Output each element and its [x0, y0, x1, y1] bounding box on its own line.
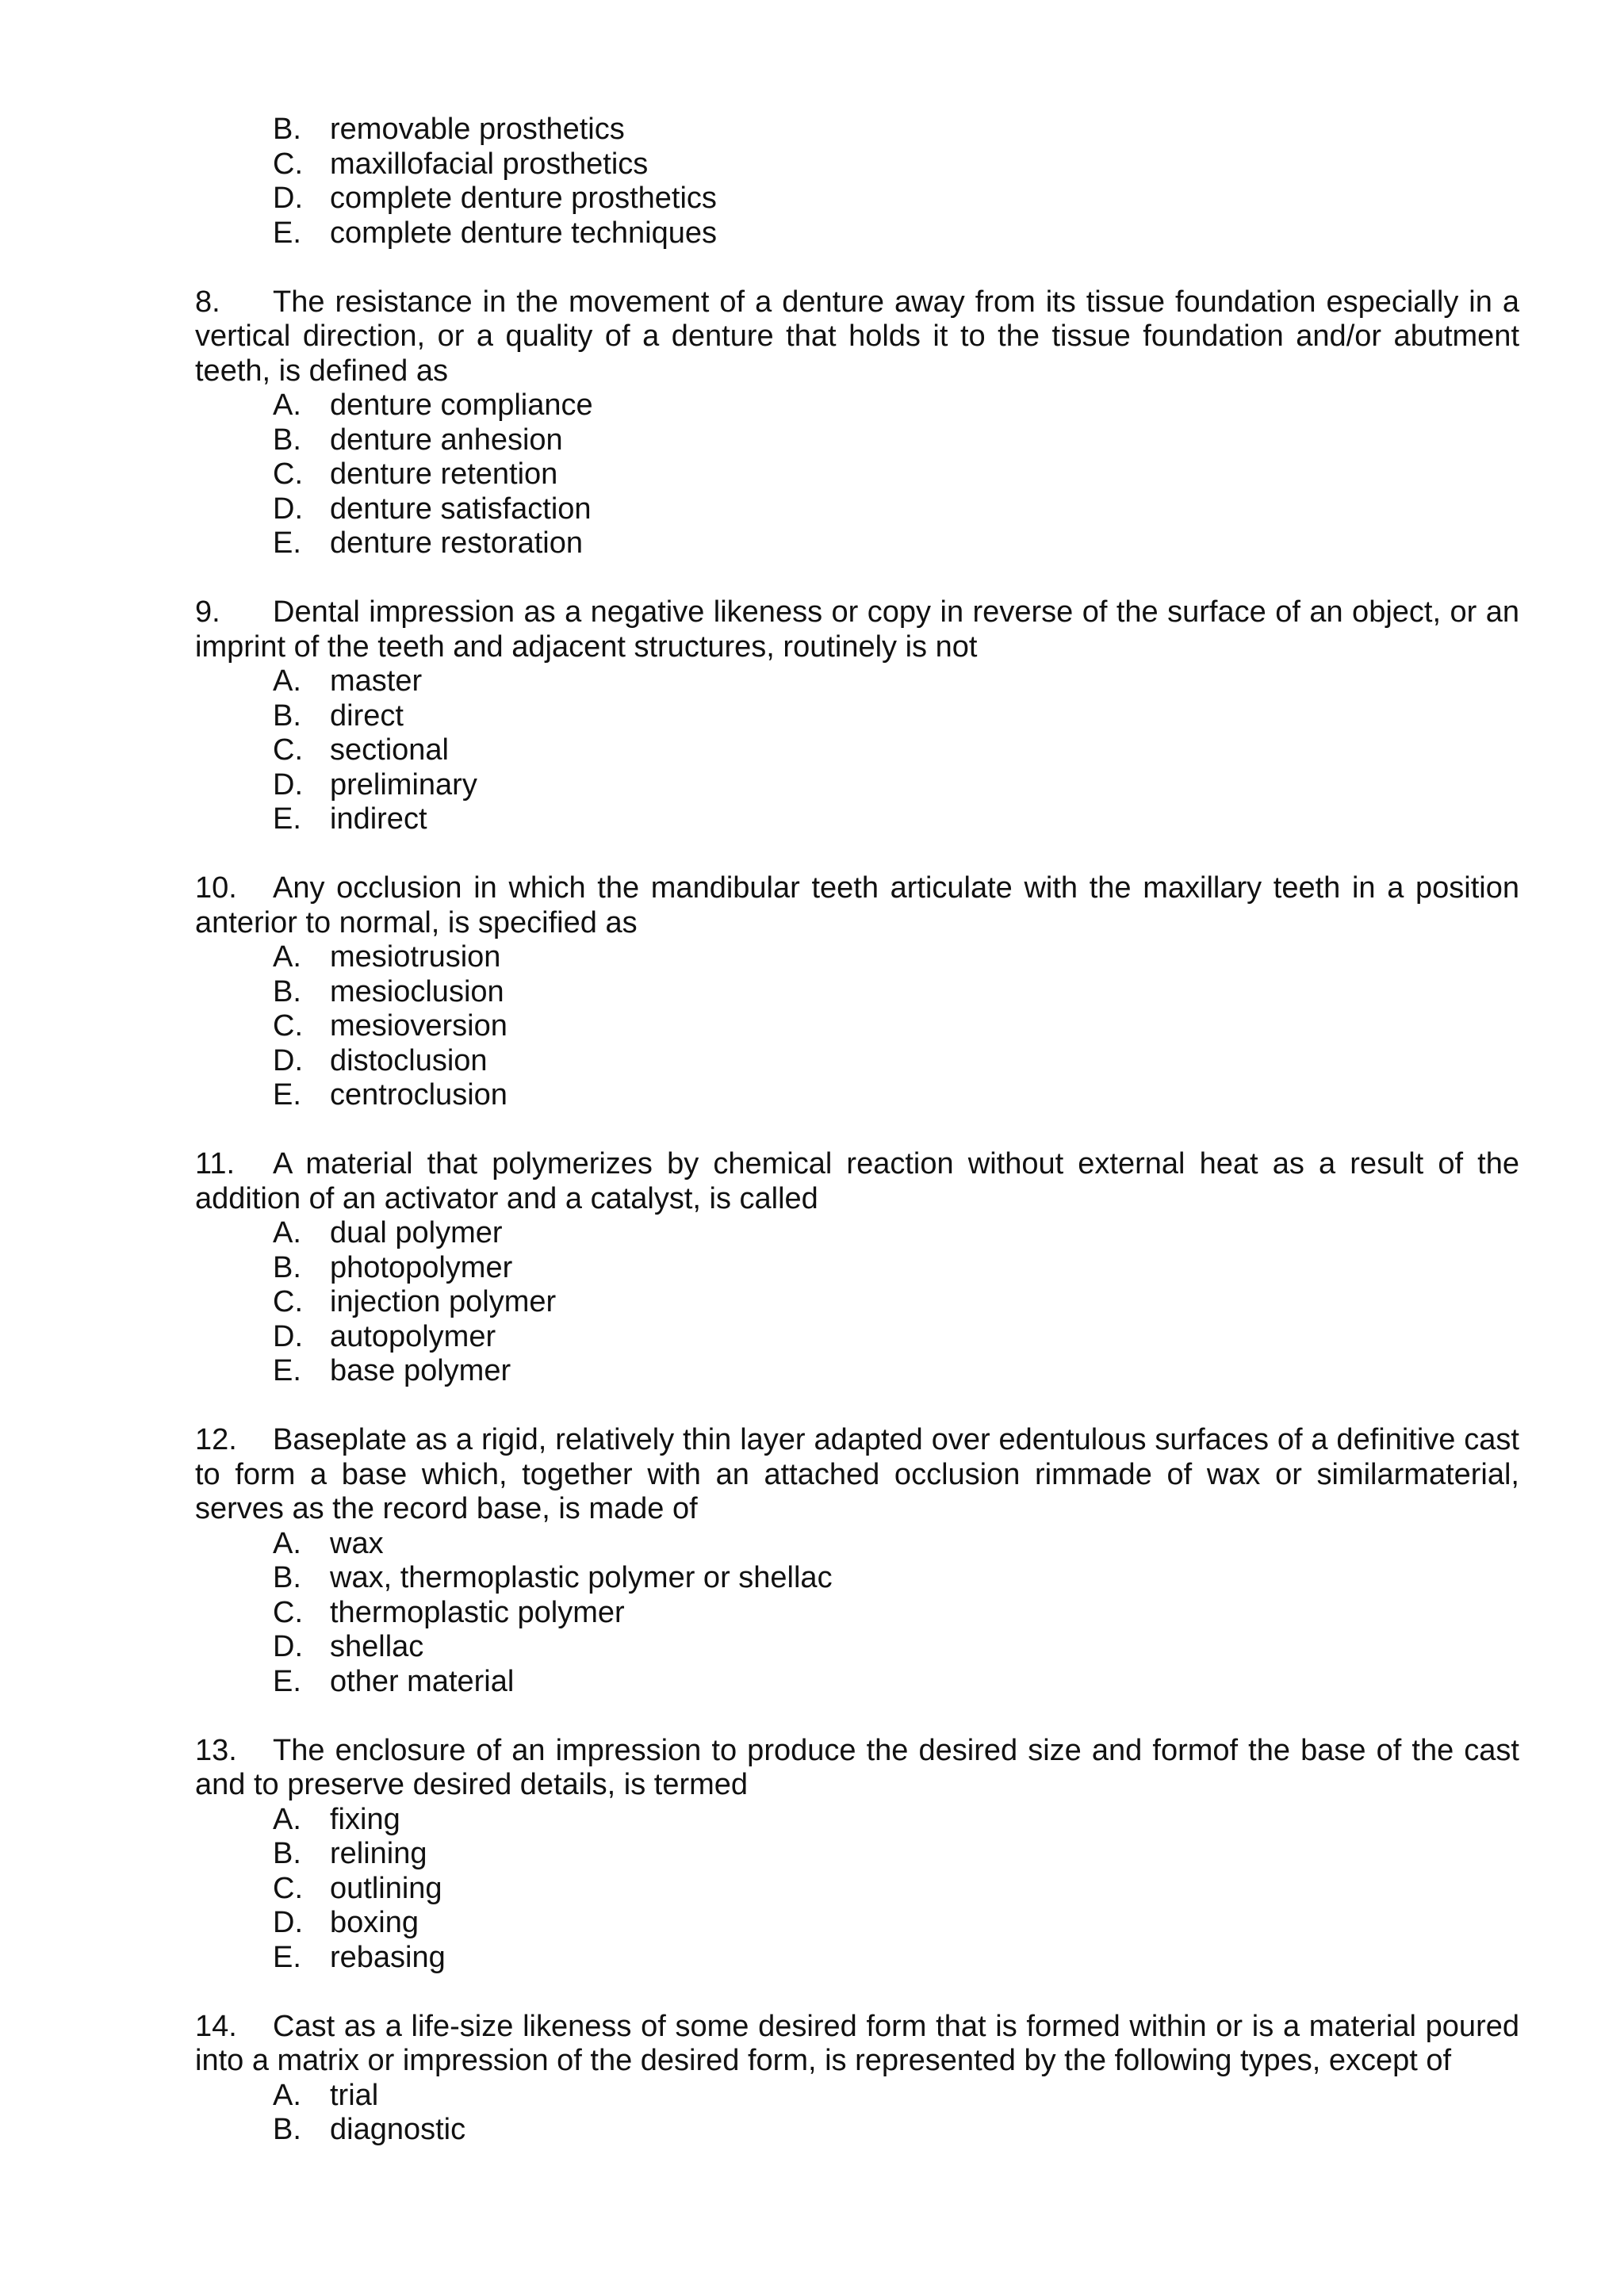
option-item [195, 802, 1519, 837]
option-text: rebasing [330, 1940, 446, 1974]
option-text: mesioversion [330, 1009, 508, 1043]
question-number: 12. [195, 1423, 237, 1456]
option-letter: C. [273, 457, 303, 491]
option-item [195, 1630, 1519, 1665]
option-text: injection polymer [330, 1285, 557, 1318]
option-item [195, 1216, 1519, 1251]
option-letter: D. [273, 767, 303, 802]
question-13 [195, 1734, 1519, 1976]
option-letter: C. [273, 733, 303, 767]
option-item [195, 1251, 1519, 1286]
question-text: A material that polymerizes by chemical reaction without external heat as a result of the addition of an activator and a catalyst, is called [195, 1147, 1519, 1215]
option-letter: D. [273, 492, 303, 526]
option-text: base polymer [330, 1354, 511, 1387]
option-letter: E. [273, 1078, 301, 1112]
option-item [195, 2079, 1519, 2114]
option-letter: B. [273, 1561, 301, 1594]
question-number: 9. [195, 595, 220, 629]
option-text: complete denture techniques [330, 216, 717, 250]
option-letter: C. [273, 147, 303, 181]
option-letter: B. [273, 2113, 301, 2146]
option-item [195, 1044, 1519, 1079]
option-letter: C. [273, 1871, 303, 1905]
option-item [195, 182, 1519, 216]
option-text: autopolymer [330, 1319, 496, 1353]
question-stem [195, 285, 1519, 389]
question-8 [195, 285, 1519, 561]
option-text: centroclusion [330, 1078, 508, 1112]
question-stem [195, 1423, 1519, 1527]
option-text: shellac [330, 1630, 424, 1663]
option-list [195, 1216, 1519, 1389]
option-letter: A. [273, 2078, 301, 2112]
option-letter: E. [273, 1664, 301, 1698]
option-letter: E. [273, 216, 301, 250]
option-letter: D. [273, 1319, 303, 1353]
option-text: removable prosthetics [330, 113, 625, 146]
option-text: wax, thermoplastic polymer or shellac [330, 1561, 833, 1594]
option-letter: D. [273, 1906, 303, 1939]
option-item [195, 1872, 1519, 1907]
option-list [195, 388, 1519, 561]
option-item [195, 1665, 1519, 1700]
option-letter: C. [273, 1009, 303, 1043]
question-stem [195, 871, 1519, 940]
question-text: Dental impression as a negative likeness or copy in reverse of the surface of an object, or an imprint of the teeth and adjacent structures, routinely is not [195, 595, 1519, 664]
option-letter: D. [273, 182, 303, 215]
option-letter: A. [273, 1802, 301, 1836]
option-item [195, 388, 1519, 423]
option-list [195, 2079, 1519, 2148]
question-9 [195, 595, 1519, 837]
option-letter: D. [273, 1630, 303, 1663]
option-letter: E. [273, 1354, 301, 1387]
option-text: denture retention [330, 457, 558, 491]
option-text: complete denture prosthetics [330, 182, 717, 215]
option-item [195, 699, 1519, 734]
question-stem [195, 1734, 1519, 1803]
option-item [195, 423, 1519, 458]
option-text: photopolymer [330, 1250, 513, 1284]
option-item [195, 1354, 1519, 1389]
option-letter: E. [273, 1940, 301, 1974]
question-number: 11. [195, 1147, 236, 1181]
option-letter: A. [273, 388, 301, 422]
option-text: maxillofacial prosthetics [330, 147, 649, 181]
question-number: 14. [195, 2009, 237, 2043]
question-stem [195, 595, 1519, 664]
option-letter: E. [273, 802, 301, 836]
option-letter: E. [273, 526, 301, 560]
option-item [195, 1803, 1519, 1838]
option-letter: D. [273, 1043, 303, 1077]
question-stem [195, 1147, 1519, 1216]
option-item [195, 1285, 1519, 1320]
question-text: Baseplate as a rigid, relatively thin layer adapted over edentulous surfaces of a definitive cast to form a base which, together with an attached occlusion rimmade of wax or similarmaterial, serves as the record base, is made of [195, 1423, 1519, 1525]
option-text: dual polymer [330, 1216, 503, 1249]
document-page [195, 113, 1519, 2148]
option-item [195, 526, 1519, 561]
option-item [195, 940, 1519, 975]
option-text: boxing [330, 1906, 419, 1939]
question-12 [195, 1423, 1519, 1699]
option-text: wax [330, 1526, 384, 1560]
option-text: outlining [330, 1871, 442, 1905]
option-text: sectional [330, 733, 449, 767]
option-list [195, 664, 1519, 837]
option-list [195, 1803, 1519, 1976]
option-text: preliminary [330, 767, 477, 802]
option-text: denture satisfaction [330, 492, 592, 526]
option-item [195, 768, 1519, 803]
option-item [195, 975, 1519, 1010]
option-text: diagnostic [330, 2113, 466, 2146]
option-item [195, 1320, 1519, 1355]
option-item [195, 1078, 1519, 1113]
option-text: denture compliance [330, 388, 593, 422]
question-number: 10. [195, 871, 237, 905]
option-item [195, 1596, 1519, 1631]
option-text: trial [330, 2078, 379, 2112]
question-14 [195, 2010, 1519, 2148]
option-text: mesiotrusion [330, 940, 501, 974]
option-item [195, 664, 1519, 699]
option-text: fixing [330, 1802, 400, 1836]
option-letter: B. [273, 1250, 301, 1284]
option-item [195, 733, 1519, 768]
option-text: distoclusion [330, 1043, 488, 1077]
option-letter: B. [273, 423, 301, 457]
option-item [195, 147, 1519, 182]
question-text: Cast as a life-size likeness of some desired form that is formed within or is a material poured into a matrix or impression of the desired form, is represented by the following types, except of [195, 2009, 1519, 2077]
option-letter: A. [273, 664, 301, 698]
option-text: master [330, 664, 423, 698]
option-item [195, 1527, 1519, 1562]
question-number: 13. [195, 1733, 237, 1767]
continued-options [195, 113, 1519, 251]
option-item [195, 1561, 1519, 1596]
option-letter: B. [273, 1837, 301, 1870]
option-text: denture restoration [330, 526, 583, 560]
option-text: denture anhesion [330, 423, 563, 457]
option-item [195, 492, 1519, 527]
option-list [195, 940, 1519, 1113]
option-text: thermoplastic polymer [330, 1595, 625, 1629]
option-letter: B. [273, 698, 301, 733]
option-text: mesioclusion [330, 974, 504, 1008]
option-letter: A. [273, 1216, 301, 1249]
option-list [195, 1527, 1519, 1700]
question-stem [195, 2010, 1519, 2079]
option-text: direct [330, 698, 404, 733]
option-item [195, 1906, 1519, 1941]
option-letter: B. [273, 113, 301, 146]
option-item [195, 1941, 1519, 1976]
option-letter: A. [273, 940, 301, 974]
option-item [195, 216, 1519, 251]
question-text: The enclosure of an impression to produce the desired size and formof the base of the cast and to preserve desired details, is termed [195, 1733, 1519, 1801]
option-text: relining [330, 1837, 427, 1870]
question-text: Any occlusion in which the mandibular teeth articulate with the maxillary teeth in a position anterior to normal, is specified as [195, 871, 1519, 939]
option-letter: C. [273, 1595, 303, 1629]
option-text: indirect [330, 802, 427, 836]
option-item [195, 113, 1519, 147]
question-number: 8. [195, 285, 220, 319]
option-item [195, 2113, 1519, 2148]
option-item [195, 1837, 1519, 1872]
option-letter: C. [273, 1285, 303, 1318]
question-11 [195, 1147, 1519, 1389]
question-10 [195, 871, 1519, 1113]
option-letter: B. [273, 974, 301, 1008]
option-item [195, 457, 1519, 492]
option-item [195, 1009, 1519, 1044]
option-text: other material [330, 1664, 515, 1698]
option-letter: A. [273, 1526, 301, 1560]
question-text: The resistance in the movement of a denture away from its tissue foundation especially in a vertical direction, or a quality of a denture that holds it to the tissue foundation and/or abutment teeth, is defined as [195, 285, 1519, 388]
